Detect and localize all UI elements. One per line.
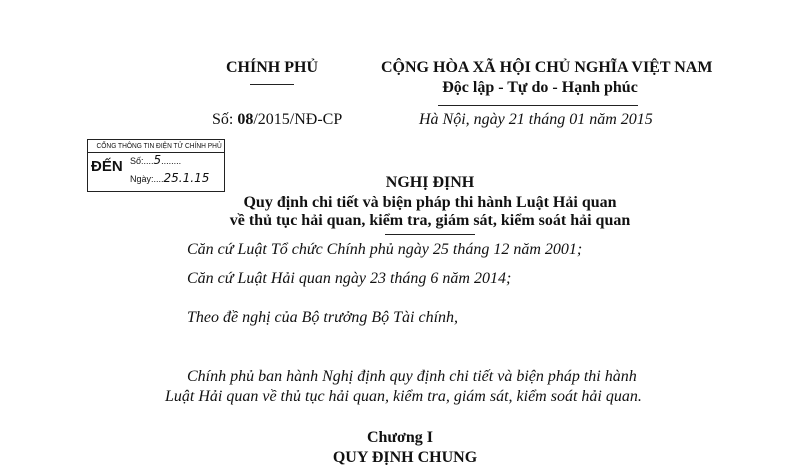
stamp-number-value: 5 — [153, 153, 162, 167]
preamble-2: Căn cứ Luật Hải quan ngày 23 tháng 6 năm 2014; — [187, 270, 512, 287]
title-rule — [385, 234, 475, 235]
stamp-date-value: 25.1.15 — [163, 171, 210, 185]
received-stamp — [87, 139, 225, 192]
stamp-header-box — [88, 140, 224, 153]
issuer-rule — [250, 84, 294, 85]
country-name: CỘNG HÒA XÃ HỘI CHỦ NGHĨA VIỆT NAM — [381, 59, 713, 76]
preamble-1: Căn cứ Luật Tổ chức Chính phủ ngày 25 tháng 12 năm 2001; — [187, 241, 583, 258]
stamp-number-label: Số: — [130, 156, 144, 166]
motto: Độc lập - Tự do - Hạnh phúc — [442, 79, 638, 96]
preamble-5: Luật Hải quan về thủ tục hải quan, kiểm tra, giám sát, kiểm soát hải quan. — [165, 388, 642, 405]
stamp-date: Ngày:....25.1.15 — [130, 171, 210, 185]
document-number — [212, 111, 342, 129]
stamp-label: ĐẾN — [91, 158, 123, 175]
chapter-title: QUY ĐỊNH CHUNG — [332, 449, 478, 466]
title-line-2: về thủ tục hải quan, kiểm tra, giám sát, kiểm soát hải quan — [229, 212, 631, 229]
stamp-number: Số:....5........ — [130, 153, 182, 167]
issuer: CHÍNH PHỦ — [226, 59, 318, 76]
number-prefix: Số: — [212, 111, 238, 128]
title-line-1: Quy định chi tiết và biện pháp thi hành Luật Hải quan — [243, 194, 617, 211]
number-suffix: /2015/NĐ-CP — [253, 111, 343, 128]
place-date: Hà Nội, ngày 21 tháng 01 năm 2015 — [419, 111, 653, 128]
motto-rule — [438, 105, 638, 106]
stamp-date-label: Ngày: — [130, 174, 154, 184]
stamp-header: CỔNG THÔNG TIN ĐIỆN TỬ CHÍNH PHỦ — [96, 141, 222, 150]
preamble-4: Chính phủ ban hành Nghị định quy định chi tiết và biện pháp thi hành — [187, 368, 637, 385]
document-type: NGHỊ ĐỊNH — [385, 174, 475, 191]
chapter-number: Chương I — [366, 429, 434, 446]
preamble-3: Theo đề nghị của Bộ trưởng Bộ Tài chính, — [187, 309, 459, 326]
number-bold: 08 — [237, 111, 254, 128]
